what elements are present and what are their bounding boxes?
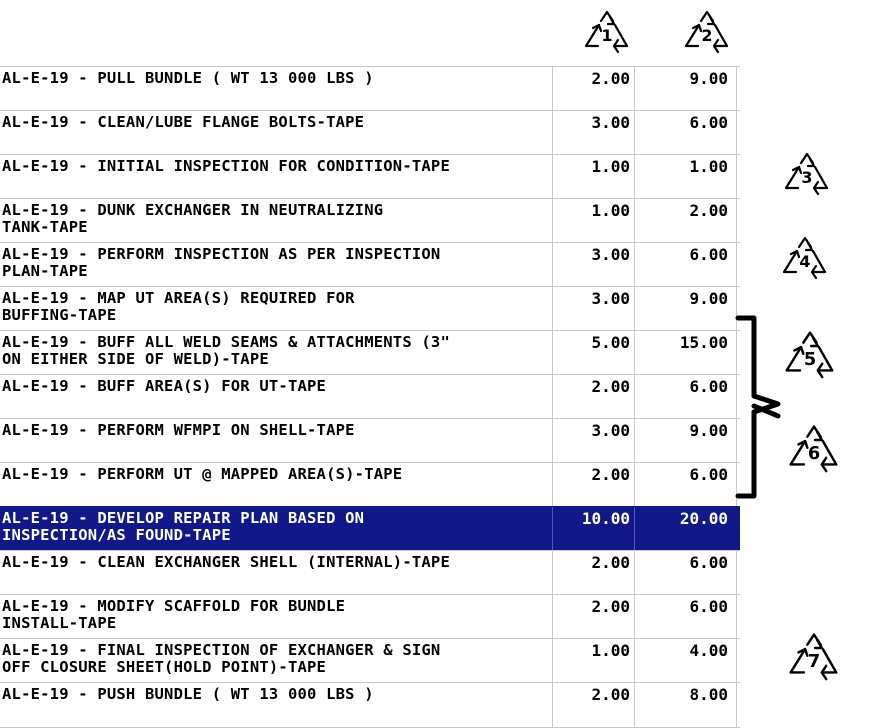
column-2-label: 2 [701,26,713,45]
value-col-1: 3.00 [552,243,634,287]
column-1-label: 1 [601,26,613,45]
table-row[interactable] [0,594,740,639]
value-col-1: 2.00 [552,683,634,727]
task-description: AL-E-19 - PULL BUNDLE ( WT 13 000 LBS ) [2,69,374,87]
table-row[interactable] [0,110,740,155]
value-col-1: 2.00 [552,551,634,595]
table-row[interactable] [0,682,740,728]
value-col-1: 10.00 [552,507,634,551]
task-description: AL-E-19 - PERFORM UT @ MAPPED AREA(S)-TAPE [2,465,403,483]
value-col-1: 2.00 [552,375,634,419]
group-7-label: 7 [807,651,821,672]
value-col-2: 2.00 [634,199,732,243]
group-5-marker [780,328,840,384]
value-col-2: 6.00 [634,111,732,155]
row-edge [736,551,741,595]
value-col-2: 6.00 [634,551,732,595]
row-edge [736,243,741,287]
group-7-marker [784,630,844,686]
table-row[interactable] [0,418,740,463]
group-4-marker [778,234,832,284]
value-col-2: 9.00 [634,67,732,111]
value-col-2: 9.00 [634,287,732,331]
recycle-icon [784,630,844,686]
value-col-2: 15.00 [634,331,732,375]
task-description: AL-E-19 - PERFORM WFMPI ON SHELL-TAPE [2,421,355,439]
table-row[interactable] [0,154,740,199]
value-col-2: 6.00 [634,375,732,419]
value-col-1: 3.00 [552,419,634,463]
table-row-selected[interactable] [0,506,740,551]
group-3-label: 3 [801,168,813,187]
row-edge [736,155,741,199]
value-col-1: 2.00 [552,463,634,507]
group-5-label: 5 [803,349,817,370]
table-row[interactable] [0,198,740,243]
task-description: AL-E-19 - PERFORM INSPECTION AS PER INSPECTION PLAN-TAPE [2,245,441,280]
value-col-2: 20.00 [634,507,732,551]
recycle-icon [780,328,840,384]
task-description: AL-E-19 - DUNK EXCHANGER IN NEUTRALIZING TANK-TAPE [2,201,384,236]
group-4-label: 4 [799,252,811,271]
task-description: AL-E-19 - MAP UT AREA(S) REQUIRED FOR BUFFING-TAPE [2,289,355,324]
row-edge [736,199,741,243]
row-edge [736,595,741,639]
value-col-1: 1.00 [552,639,634,683]
table-row[interactable] [0,374,740,419]
group-3-marker [780,150,834,200]
task-description: AL-E-19 - MODIFY SCAFFOLD FOR BUNDLE INSTALL-TAPE [2,597,346,632]
task-description: AL-E-19 - DEVELOP REPAIR PLAN BASED ON INSPECTION/AS FOUND-TAPE [2,509,365,544]
task-description: AL-E-19 - CLEAN/LUBE FLANGE BOLTS-TAPE [2,113,365,131]
recycle-icon [784,422,844,478]
value-col-1: 1.00 [552,155,634,199]
task-description: AL-E-19 - PUSH BUNDLE ( WT 13 000 LBS ) [2,685,374,703]
task-description: AL-E-19 - INITIAL INSPECTION FOR CONDITION-TAPE [2,157,450,175]
value-col-1: 3.00 [552,111,634,155]
recycle-icon [580,8,634,58]
task-description: AL-E-19 - FINAL INSPECTION OF EXCHANGER & SIGN OFF CLOSURE SHEET(HOLD POINT)-TAPE [2,641,441,676]
value-col-2: 6.00 [634,463,732,507]
table-row[interactable] [0,66,740,111]
value-col-1: 2.00 [552,595,634,639]
recycle-icon [780,150,834,200]
table-row[interactable] [0,550,740,595]
value-col-2: 1.00 [634,155,732,199]
group-6-label: 6 [807,443,821,464]
table-row[interactable] [0,462,740,507]
row-edge [736,507,741,551]
recycle-icon [680,8,734,58]
table-row[interactable] [0,286,740,331]
group-6-marker [784,422,844,478]
table-row[interactable] [0,242,740,287]
recycle-icon [778,234,832,284]
task-description: AL-E-19 - CLEAN EXCHANGER SHELL (INTERNAL)-TAPE [2,553,450,571]
task-description: AL-E-19 - BUFF ALL WELD SEAMS & ATTACHMENTS (3" ON EITHER SIDE OF WELD)-TAPE [2,333,450,368]
value-col-1: 5.00 [552,331,634,375]
value-col-2: 9.00 [634,419,732,463]
value-col-1: 1.00 [552,199,634,243]
row-edge [736,111,741,155]
value-col-2: 4.00 [634,639,732,683]
group-brace [734,312,784,502]
value-col-2: 6.00 [634,595,732,639]
value-col-2: 8.00 [634,683,732,727]
row-edge [736,683,741,727]
row-edge [736,67,741,111]
column-2-marker [680,8,734,58]
value-col-2: 6.00 [634,243,732,287]
row-edge [736,639,741,683]
value-col-1: 2.00 [552,67,634,111]
table-row[interactable] [0,330,740,375]
column-1-marker [580,8,634,58]
table-row[interactable] [0,638,740,683]
value-col-1: 3.00 [552,287,634,331]
task-description: AL-E-19 - BUFF AREA(S) FOR UT-TAPE [2,377,327,395]
